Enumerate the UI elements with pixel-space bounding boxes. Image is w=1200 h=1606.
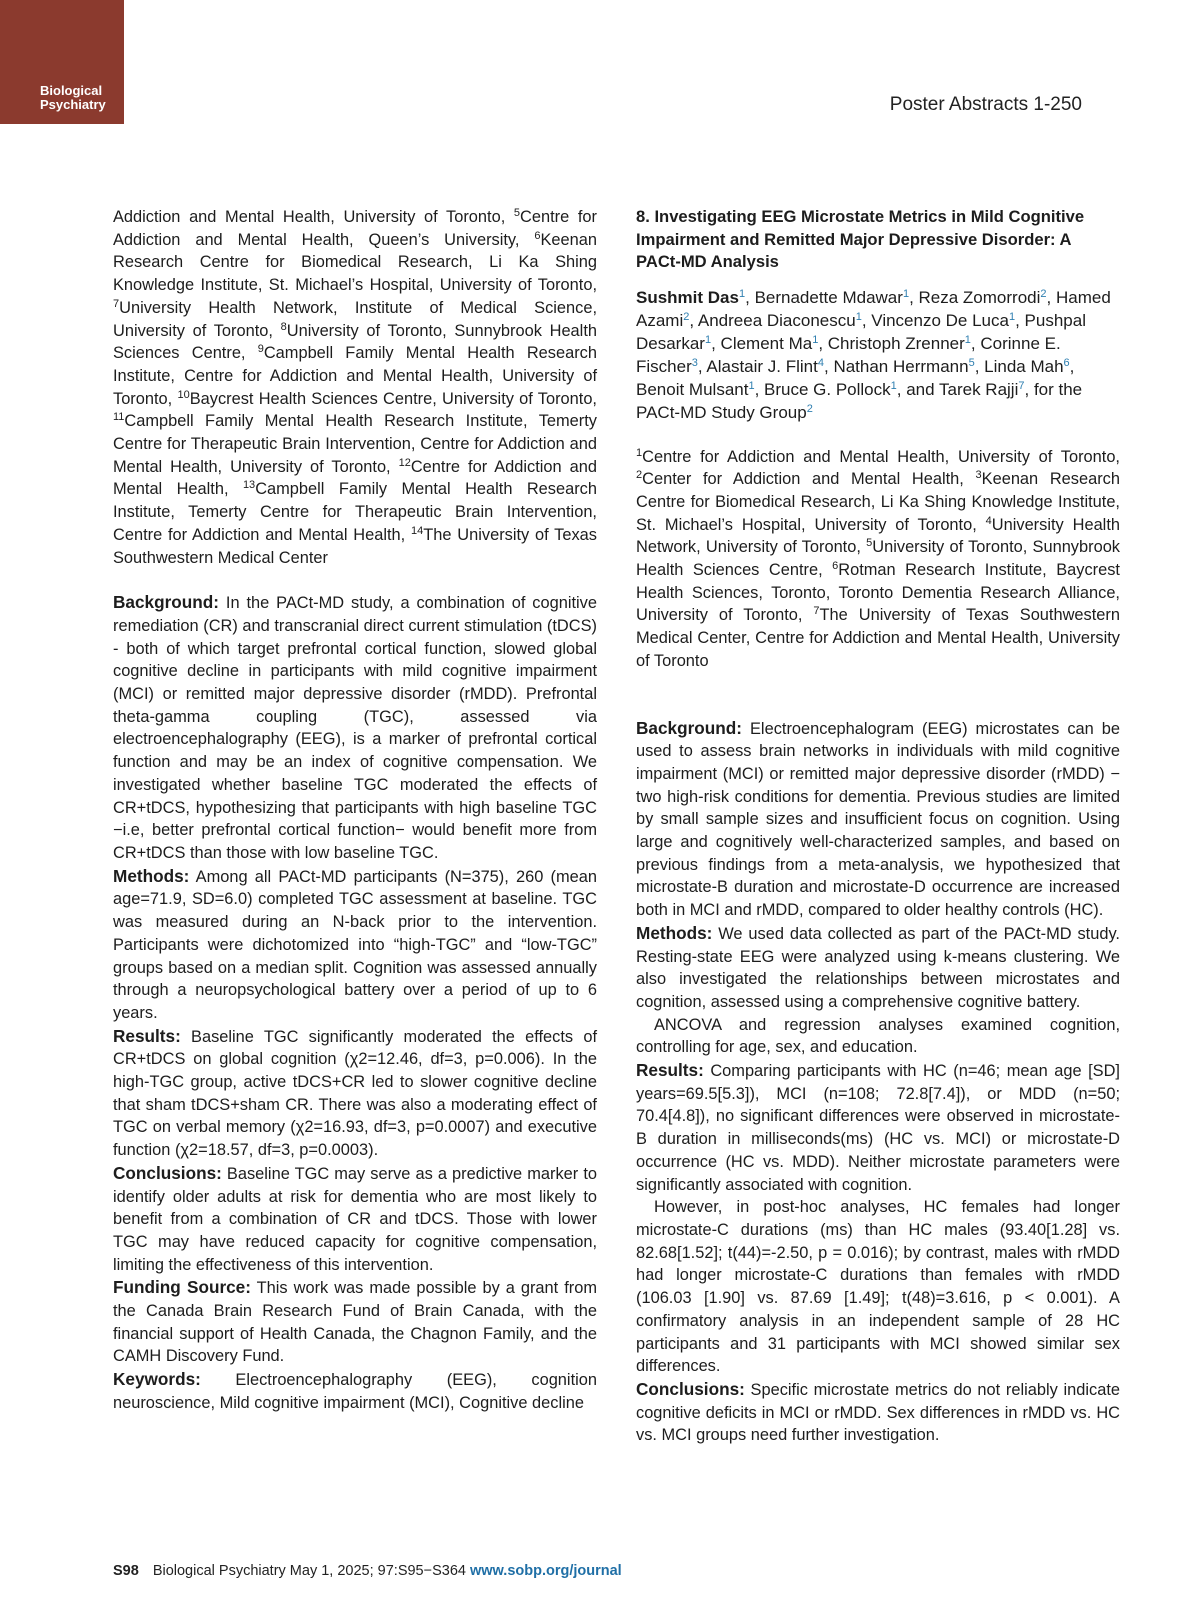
author-list: Sushmit Das$^1$, Bernadette Mdawar$^1$, Reza Zomorrodi$^2$, Hamed Azami$^2$, Andreea Diaconescu$^1$, Vincenzo De Luca$^1$, Pushpal Desarkar$^1$, Clement Ma$^1$, Christoph Zrenner$^1$, Corinne E. Fischer$^3$, Alastair J. Flint$^4$, Nathan Herrmann$^5$, Linda Mah$^6$, Benoit Mulsant$^1$, Bruce G. Pollock$^1$, and Tarek Rajji$^7$, for the PACt-MD Study Group$^2$ (636, 287, 1111, 422)
author-name: Alastair J. Flint (706, 356, 818, 376)
affiliation-number: 1 (636, 446, 643, 459)
author-affiliation-ref[interactable]: 7 (1018, 379, 1025, 392)
affiliation-number: 6 (832, 560, 839, 573)
keywords-section: Keywords: Electroencephalography (EEG), cognition neuroscience, Mild cognitive impairment (MCI), Cognitive decline (113, 1369, 597, 1412)
abstract-title: 8. Investigating EEG Microstate Metrics in Mild Cognitive Impairment and Remitted Major Depressive Disorder: A PACt-MD Analysis (636, 207, 1085, 271)
author-affiliation-ref[interactable]: 1 (902, 287, 910, 300)
author-affiliation-ref[interactable]: 1 (855, 310, 862, 323)
page-footer (113, 1563, 622, 1579)
author-affiliation-ref[interactable]: 1 (964, 333, 971, 346)
right-column (636, 206, 1120, 1447)
author-name: Bruce G. Pollock (764, 379, 891, 399)
methods-section: Methods: We used data collected as part of the PACt-MD study. Resting-state EEG were analyzed using k-means clustering. We also investigated the relationships between microstates and cognition, assessed using a comprehensive cognitive battery. (636, 922, 1120, 1011)
author-affiliation-ref[interactable]: 2 (683, 310, 690, 323)
author-affiliation-ref[interactable]: 1 (812, 333, 819, 346)
affiliation-number: 5 (866, 537, 873, 550)
author-name: Vincenzo De Luca (871, 310, 1009, 330)
results-continued: However, in post-hoc analyses, HC females had longer microstate-C durations (ms) than HC males (93.40[1.28] vs. 82.68[1.52]; t(44)=-2.50, p = 0.016); by contrast, males with rMDD had longer microstate-C durations than females with rMDD (106.03 [1.90] vs. 87.69 [1.49]; t(48)=3.616, p < 0.001). A confirmatory analysis in an independent sample of 28 HC participants and 31 participants with MCI showed similar sex differences. (636, 1198, 1120, 1376)
author-name: Reza Zomorrodi (918, 287, 1041, 307)
affiliations (636, 446, 1120, 673)
author-affiliation-ref[interactable]: 1 (738, 287, 746, 300)
left-column (113, 206, 597, 1415)
author-affiliation-ref[interactable]: 2 (806, 402, 813, 415)
affiliation-text: University of Toronto, Sunnybrook Health Sciences Centre, (636, 538, 1120, 580)
journal-logo (0, 0, 124, 124)
methods-continued: ANCOVA and regression analyses examined cognition, controlling for age, sex, and education. (636, 1015, 1120, 1057)
author-name: for the PACt-MD Study Group (636, 379, 1083, 422)
funding-section: Funding Source: This work was made possible by a grant from the Canada Brain Research Fund of Brain Canada, with the financial support of Health Canada, the Chagnon Family, and the CAMH Discovery Fund. (113, 1277, 597, 1366)
author-name: Sushmit Das (636, 287, 739, 307)
affiliation-text: Keenan Research Centre for Biomedical Research, Li Ka Shing Knowledge Institute, St. Michael’s Hospital, University of Toronto, (636, 470, 1120, 534)
results-section: Results: Baseline TGC significantly moderated the effects of CR+tDCS on global cognition (χ2=12.46, df=3, p=0.006). In the high-TGC group, active tDCS+CR led to slower cognitive decline that sham tDCS+sham CR. There was also a moderating effect of TGC on verbal memory (χ2=16.93, df=3, p=0.0007) and executive function (χ2=18.57, df=3, p=0.0003). (113, 1025, 597, 1160)
author-affiliation-ref[interactable]: 6 (1063, 356, 1070, 369)
methods-section: Methods: Among all PACt-MD participants (N=375), 260 (mean age=71.9, SD=6.0) completed TGC assessment at baseline. TGC was measured during an N-back prior to the intervention. Participants were dichotomized into “high-TGC” and “low-TGC” groups based on a median split. Cognition was assessed annually through a neuropsychological battery over a period of up to 6 years. (113, 865, 597, 1022)
author-affiliation-ref[interactable]: 1 (890, 379, 897, 392)
author-affiliation-ref[interactable]: 1 (1008, 310, 1016, 323)
affiliation-number: 7 (813, 605, 820, 618)
author-affiliation-ref[interactable]: 5 (968, 356, 975, 369)
author-name: Pushpal Desarkar (636, 310, 1086, 353)
journal-name-line1: Biological (40, 83, 103, 98)
conclusions-section: Conclusions: Baseline TGC may serve as a predictive marker to identify older adults at risk for dementia who are most likely to benefit from a combination of CR and tDCS. Those with lower TGC may have reduced capacity for cognitive compensation, limiting the effectiveness of this intervention. (113, 1162, 597, 1274)
author-affiliation-ref[interactable]: 1 (704, 333, 712, 346)
background-section: Background: In the PACt-MD study, a combination of cognitive remediation (CR) and transcranial direct current stimulation (tDCS) - both of which target prefrontal cortical function, slowed global cognitive decline in participants with mild cognitive impairment (MCI) or remitted major depressive disorder (rMDD). Prefrontal theta-gamma coupling (TGC), assessed via electroencephalography (EEG), is a marker of prefrontal cortical function and may be an index of cognitive compensation. We investigated whether baseline TGC moderated the effects of CR+tDCS, hypothesizing that participants with high baseline TGC −i.e, better prefrontal cortical function− would benefit more from CR+tDCS than those with low baseline TGC. (113, 592, 597, 862)
author-name: Bernadette Mdawar (754, 287, 903, 307)
journal-link[interactable]: www.sobp.org/journal (470, 1563, 622, 1579)
affiliation-text: Center for Addiction and Mental Health, (642, 470, 976, 489)
results-section: Results: Comparing participants with HC (n=46; mean age [SD] years=69.5[5.3]), MCI (n=108; 72.8[7.4]), or MDD (n=50; 70.4[4.8]), no significant differences were observed in microstate-B duration in milliseconds(ms) (HC vs. MCI) or microstate-D occurrence (HC vs. MDD). Neither microstate parameters were significantly associated with cognition. (636, 1060, 1120, 1194)
author-name: Hamed Azami (636, 287, 1111, 330)
affiliation-number: 2 (636, 469, 643, 482)
author-affiliation-ref[interactable]: 2 (1040, 287, 1047, 300)
conclusions-section: Conclusions: Specific microstate metrics do not reliably indicate cognitive deficits in MCI or rMDD. Sex differences in rMDD vs. HC vs. MCI groups need further investigation. (636, 1378, 1120, 1445)
affiliation-text: Centre for Addiction and Mental Health, University of Toronto, (642, 447, 1120, 466)
affiliations-continued: Addiction and Mental Health, University of Toronto, $^5$Centre for Addiction and Mental Health, Queen’s University, $^6$Keenan Research Centre for Biomedical Research, Li Ka Shing Knowledge Institute, St. Michael’s Hospital, University of Toronto, $^7$University Health Network, Institute of Medical Science, University of Toronto, $^8$University of Toronto, Sunnybrook Health Sciences Centre, $^9$Campbell Family Mental Health Research Institute, Centre for Addiction and Mental Health, University of Toronto, $^{10}$Baycrest Health Sciences Centre, University of Toronto, $^{11}$Campbell Family Mental Health Research Institute, Temerty Centre for Therapeutic Brain Intervention, Centre for Addiction and Mental Health, University of Toronto, $^{12}$Centre for Addiction and Mental Health, $^{13}$Campbell Family Mental Health Research Institute, Temerty Centre for Therapeutic Brain Intervention, Centre for Addiction and Mental Health, $^{14}$The University of Texas Southwestern Medical Center (113, 207, 597, 567)
section-header: Poster Abstracts 1-250 (889, 94, 1082, 115)
author-name: Benoit Mulsant (636, 379, 749, 399)
author-name: Corinne E. Fischer (636, 333, 1061, 376)
author-name: Christoph Zrenner (827, 333, 965, 353)
author-affiliation-ref[interactable]: 4 (817, 356, 824, 369)
author-name: Linda Mah (984, 356, 1064, 376)
affiliation-number: 3 (975, 469, 982, 482)
affiliation-text: University Health Network, University of Toronto, (636, 515, 1120, 557)
affiliation-text: The University of Texas Southwestern Medical Center, Centre for Addiction and Mental Health, University of Toronto (636, 606, 1120, 670)
author-name: Andreea Diaconescu (697, 310, 856, 330)
author-name: Clement Ma (720, 333, 813, 353)
author-name: Tarek Rajji (939, 379, 1019, 399)
background-section: Background: Electroencephalogram (EEG) microstates can be used to assess brain networks in individuals with mild cognitive impairment (MCI) or remitted major depressive disorder (rMDD) − two high-risk conditions for dementia. Previous studies are limited by small sample sizes and insufficient focus on cognition. Using large and cognitively well-characterized samples, and based on previous findings from a meta-analysis, we hypothesized that microstate-B duration and microstate-D occurrence are increased both in MCI and rMDD, compared to older healthy controls (HC). (636, 717, 1120, 920)
affiliation-number: 4 (985, 514, 992, 527)
journal-name-line2: Psychiatry (40, 97, 106, 112)
citation: Biological Psychiatry May 1, 2025; 97:S95−S364 (152, 1563, 470, 1579)
page-number: S98 (113, 1563, 139, 1579)
affiliation-text: Rotman Research Institute, Baycrest Health Sciences, Toronto, Toronto Dementia Research Alliance, University of Toronto, (636, 561, 1120, 625)
author-affiliation-ref[interactable]: 3 (691, 356, 698, 369)
author-name: Nathan Herrmann (833, 356, 969, 376)
author-affiliation-ref[interactable]: 1 (748, 379, 755, 392)
